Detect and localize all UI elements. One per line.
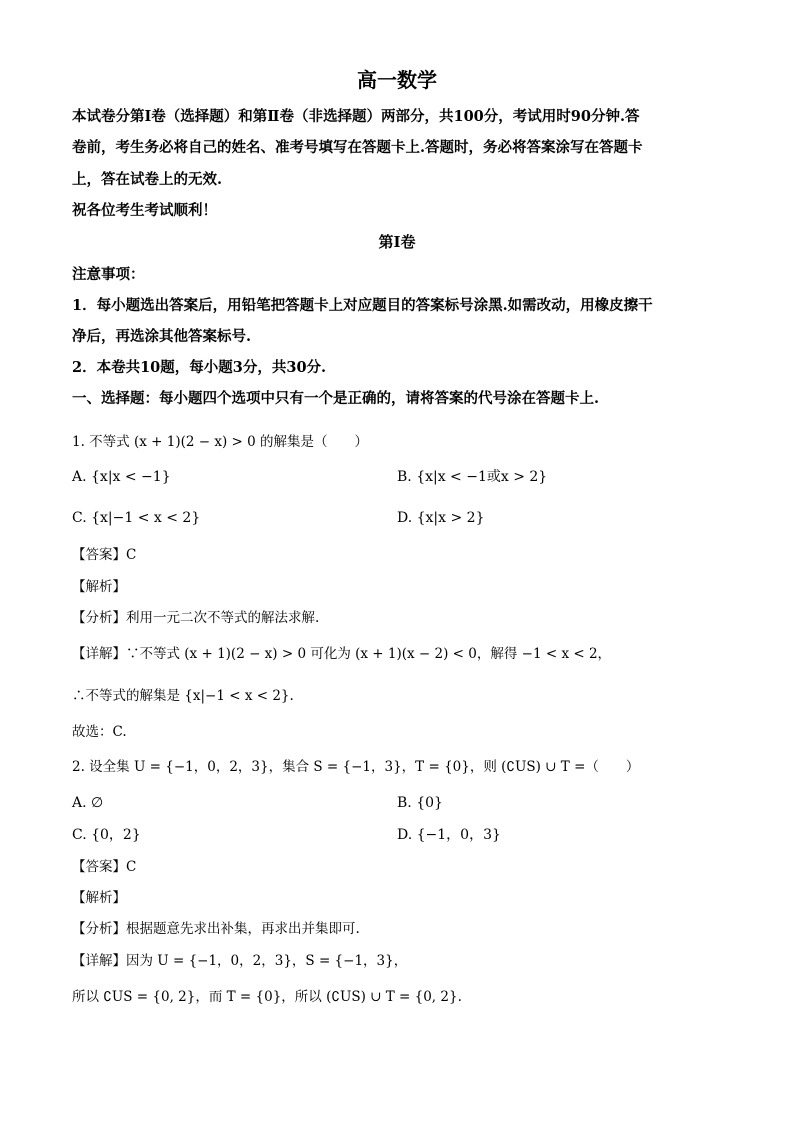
question-1-choice: 故选：C. — [72, 724, 127, 740]
question-2-detail: 【详解】因为 U = {−1，0，2，3}，S = {−1，3}， — [72, 953, 408, 969]
notes-item-1-line-1: 1．每小题选出答案后，用铅笔把答题卡上对应题目的答案标号涂黑.如需改动，用橡皮擦干 — [72, 297, 653, 314]
section-title: 第Ⅰ卷 — [378, 233, 416, 251]
question-2-analysis-heading: 【解析】 — [72, 890, 126, 906]
question-1-detail: 【详解】∵不等式 (x + 1)(2 − x) > 0 可化为 (x + 1)(x − 2) < 0，解得 −1 < x < 2， — [72, 646, 612, 662]
question-1-conclusion: ∴不等式的解集是 {x|−1 < x < 2}. — [72, 688, 294, 704]
question-2-conclusion: 所以 ∁US = {0, 2}，而 T = {0}，所以 (∁US) ∪ T = {0, 2}. — [72, 989, 462, 1005]
question-1-option-d: D. {x|x > 2} — [397, 510, 485, 526]
question-2-stem: 2. 设全集 U = {−1，0，2，3}，集合 S = {−1，3}，T = {0}，则 (∁US) ∪ T =（ ） — [72, 759, 640, 775]
notes-heading: 注意事项： — [72, 266, 145, 283]
question-1-analysis-heading: 【解析】 — [72, 579, 126, 595]
question-2-option-c: C. {0，2} — [72, 827, 141, 843]
notes-item-1-line-2: 净后，再选涂其他答案标号. — [72, 328, 252, 345]
question-1-option-b: B. {x|x < −1或x > 2} — [397, 469, 548, 485]
intro-line-4: 祝各位考生考试顺利！ — [72, 202, 217, 219]
question-2-answer: 【答案】C — [72, 859, 137, 875]
question-2-analysis: 【分析】根据题意先求出补集，再求出并集即可. — [72, 921, 360, 937]
question-1-stem: 1. 不等式 (x + 1)(2 − x) > 0 的解集是（ ） — [72, 434, 368, 450]
question-2-option-a: A. ∅ — [72, 795, 104, 811]
question-2-option-b: B. {0} — [397, 795, 443, 811]
question-1-analysis: 【分析】利用一元二次不等式的解法求解. — [72, 610, 320, 626]
question-1-option-c: C. {x|−1 < x < 2} — [72, 510, 201, 526]
intro-line-3: 上，答在试卷上的无效. — [72, 171, 223, 188]
question-2-option-d: D. {−1，0，3} — [397, 827, 501, 843]
page-title: 高一数学 — [357, 68, 437, 92]
notes-item-2: 2．本卷共10题，每小题3分，共30分. — [72, 359, 327, 376]
intro-line-2: 卷前，考生务必将自己的姓名、准考号填写在答题卡上.答题时，务必将答案涂写在答题卡 — [72, 139, 643, 156]
part-heading: 一、选择题：每小题四个选项中只有一个是正确的，请将答案的代号涂在答题卡上. — [72, 390, 600, 407]
question-1-answer: 【答案】C — [72, 547, 137, 563]
question-1-option-a: A. {x|x < −1} — [72, 469, 171, 485]
intro-line-1: 本试卷分第Ⅰ卷（选择题）和第Ⅱ卷（非选择题）两部分，共100分，考试用时90分钟.答 — [72, 108, 640, 125]
